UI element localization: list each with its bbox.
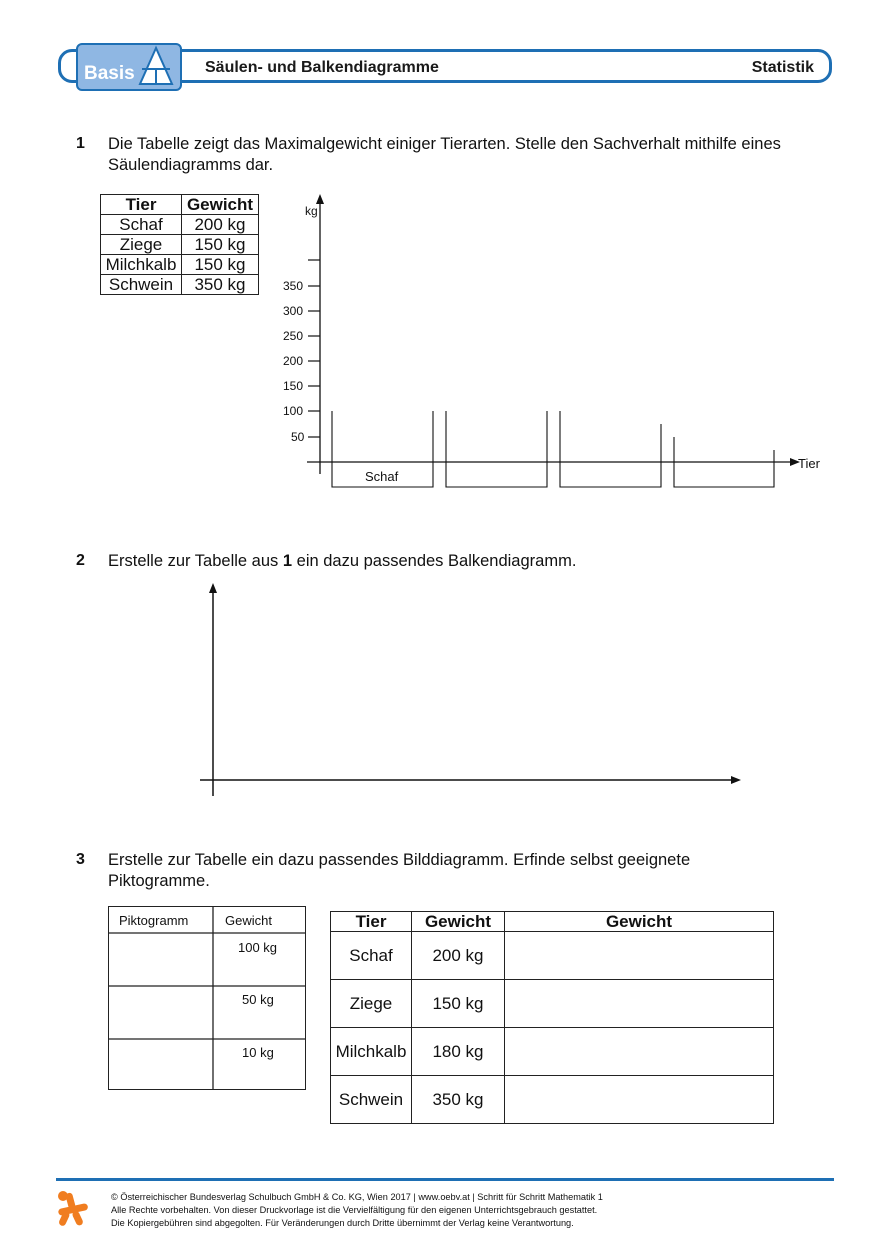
y-axis-arrow [316,194,324,204]
task1-text-line2: Säulendiagramms dar. [108,156,274,174]
y-tick-label: 200 [283,354,304,368]
task2-text [108,551,576,572]
table-cell: Ziege [101,235,182,255]
table-row [331,932,774,980]
task1-text-line1: Die Tabelle zeigt das Maximalgewicht einiger Tierarten. Stelle den Sachverhalt mithilfe eines [108,135,781,153]
table-row [331,1076,774,1124]
pictogram-answer-cell[interactable] [505,1076,774,1124]
legend-value: 10 kg [242,1045,274,1060]
task2-text-bold: 1 [282,552,293,570]
task3-text-line1: Erstelle zur Tabelle ein dazu passendes Bilddiagramm. Erfinde selbst geeignete [108,851,691,869]
task2-text-a: Erstelle zur Tabelle aus [108,552,283,570]
y-tick-label: 150 [283,379,304,393]
y-tick-label: 100 [283,404,304,418]
y-tick-label: 50 [291,430,305,444]
y-tick-label: 300 [283,304,304,318]
task3-number: 3 [76,851,85,868]
legend-header-gewicht: Gewicht [225,913,272,928]
table-cell: Schaf [101,215,182,235]
table-cell: Schaf [331,932,412,980]
x-axis-label: Tier [798,456,820,471]
legend-value: 50 kg [242,992,274,1007]
pictogram-answer-cell[interactable] [505,980,774,1028]
page-title: Säulen- und Balkendiagramme [205,59,439,76]
footer-line1: © Österreichischer Bundesverlag Schulbuch GmbH & Co. KG, Wien 2017 | www.oebv.at | Schritt für Schritt Mathematik 1 [111,1192,603,1202]
y-axis-arrow [209,583,217,593]
table-row [331,1028,774,1076]
legend-header-piktogramm: Piktogramm [119,913,189,928]
table-cell: Ziege [331,980,412,1028]
task1-number: 1 [76,135,85,152]
table-header-gewicht-diagram: Gewicht [505,912,774,932]
footer-text [111,1191,603,1230]
legend-value: 100 kg [238,940,278,955]
table-cell: 350 kg [412,1076,505,1124]
y-tick-label: 250 [283,329,304,343]
table-cell: Milchkalb [101,255,182,275]
task2-chart [0,570,890,810]
column-slot [446,411,547,487]
publisher-logo-icon [54,1190,92,1228]
column-slot [560,411,661,487]
task3-table [330,911,774,1124]
table-cell: 150 kg [182,255,259,275]
table-header-gewicht: Gewicht [412,912,505,932]
x-category-label: Schaf [365,469,399,484]
table-cell: 350 kg [182,275,259,295]
subject-label: Statistik [751,59,814,76]
task2-text-b: ein dazu passendes Balkendiagramm. [292,552,577,570]
table-cell: 200 kg [182,215,259,235]
task3-text-line2: Piktogramme. [108,872,210,890]
footer-line3: Die Kopiergebühren sind abgegolten. Für Veränderungen durch Dritte übernimmt der Verlag keine Verantwortung. [111,1218,574,1228]
table-cell: Milchkalb [331,1028,412,1076]
table-header-tier: Tier [101,195,182,215]
table-cell: Schwein [331,1076,412,1124]
x-axis-arrow [731,776,741,784]
logo-text: Basis [84,63,135,84]
table-row [331,980,774,1028]
table-cell: 150 kg [412,980,505,1028]
table-header-gewicht: Gewicht [182,195,259,215]
table-header-row [331,912,774,932]
table-header-tier: Tier [331,912,412,932]
table-cell: 200 kg [412,932,505,980]
table-cell: Schwein [101,275,182,295]
y-axis-label: kg [305,204,318,218]
task2-number: 2 [76,552,85,569]
y-tick-label: 350 [283,279,304,293]
task1-chart [0,0,890,520]
footer-divider [56,1178,834,1181]
pictogram-answer-cell[interactable] [505,932,774,980]
table-cell: 150 kg [182,235,259,255]
footer-line2: Alle Rechte vorbehalten. Von dieser Druckvorlage ist die Vervielfältigung für den eigenen Unterrichtsgebrauch gestattet. [111,1205,598,1215]
table-cell: 180 kg [412,1028,505,1076]
pictogram-answer-cell[interactable] [505,1028,774,1076]
